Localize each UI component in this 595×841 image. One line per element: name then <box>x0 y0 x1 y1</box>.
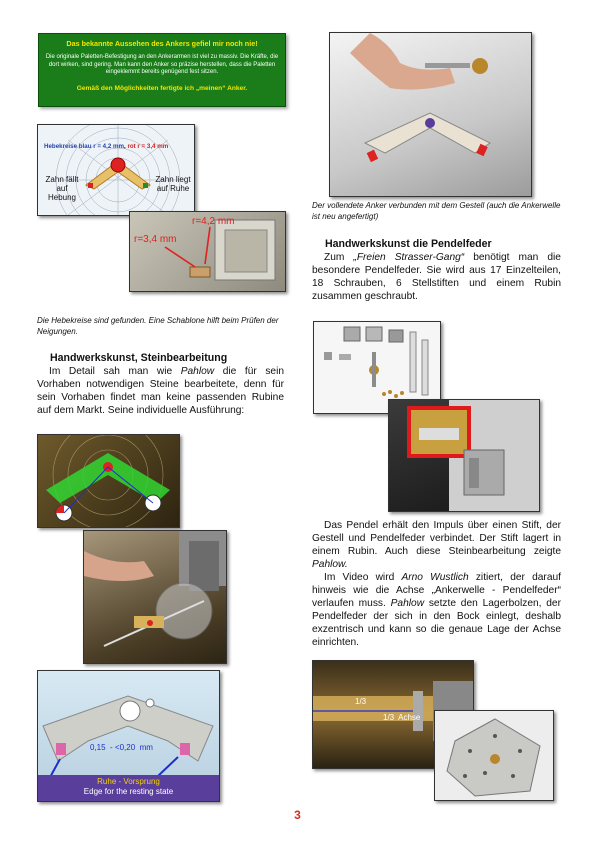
drill-photo <box>83 530 227 664</box>
anker-gestell-drawing <box>330 33 531 196</box>
label-r34: r=3,4 mm <box>134 234 177 245</box>
stein-paragraph: Im Detail sah man wie Pahlow die für sein Vorhaben notwendigen Steine bearbeitete, denn für sein Vorhaben findet man keine passenden Rubine auf dem Markt. Seine individuelle Ausführung: <box>37 366 285 416</box>
hebekreise-caption: Die Hebekreise sind gefunden. Eine Schablone hilft beim Prüfen der Neigungen. <box>37 316 279 336</box>
zahn-hebung-label: Zahn fällt auf Hebung <box>45 175 79 202</box>
intro-green-box <box>38 33 286 107</box>
ruhe-caption-bar <box>38 775 219 801</box>
green-box-footer: Gemäß den Möglichkeiten fertigte ich „meinen“ Anker. <box>76 84 248 92</box>
plate-drawing <box>435 711 553 800</box>
ruhe-measure: 0,15 - <0,20 mm <box>90 743 153 752</box>
drill-drawing <box>84 531 226 663</box>
anker-caption: Der vollendete Anker verbunden mit dem Gestell (auch die Ankerwelle ist neu angefertigt) <box>312 201 561 221</box>
achse-frac-label: 1/3 <box>355 697 367 706</box>
ruhe-photo <box>37 670 220 802</box>
hebekreise-label: Hebekreise <box>44 143 78 150</box>
achse-label: 1/3 Achse <box>383 713 421 722</box>
green-anchor-photo <box>37 434 180 528</box>
page-number: 3 <box>294 808 301 822</box>
template-photo <box>129 211 286 292</box>
ruhe-caption-line1: Ruhe - Vorsprung <box>97 777 160 786</box>
zahn-ruhe-label: Zahn liegt auf Ruhe <box>155 175 191 193</box>
pendel-paragraph: Zum „Freien Strasser-Gang“ benötigt man die besondere Pendelfeder. Sie wird aus 17 Einzelteilen, 18 Schrauben, 6 Stellstiften und einem Rubin zusammen geschraubt. <box>312 252 561 302</box>
pendel-heading: Handwerkskunst die Pendelfeder <box>325 238 492 250</box>
rot-label: rot r = 3,4 mm <box>127 143 169 150</box>
blau-label: blau r = 4,2 mm <box>78 143 124 150</box>
stein-heading: Handwerkskunst, Steinbearbeitung <box>50 352 228 364</box>
impuls-paragraph-2: Im Video wird Arno Wustlich zitiert, der darauf hinweis wie die Achse „Ankerwelle - Pendelfeder“ verlaufen muss. Pahlow setzte den Lagerbolzen, der Pendelfeder der sich in den Bock einlegt, deshalb exzentrisch und kann so die genaue Lage der Achse einrichten. <box>312 572 561 648</box>
pendelfeder-drawing <box>389 400 539 511</box>
anker-gestell-photo <box>329 32 532 197</box>
ruhe-caption-line2: Edge for the resting state <box>83 787 174 796</box>
hebekreise-diagram: Hebekreise blau r = 4,2 mm, rot r = 3,4 mm Zahn fällt auf Hebung Zahn liegt auf Ruhe <box>37 124 195 216</box>
green-box-body: Die originale Paletten-Befestigung an den Ankerarmen ist viel zu massiv. Die Kräfte, die dort wirken, sind gering. Man kann den Anker so präzise herstellen, dass die Paletten eingeklemmt bereits genügend fest sitzen. <box>45 54 279 75</box>
impuls-paragraph-1: Das Pendel erhält den Impuls über einen Stift, der Gestell und Pendelfeder verbindet. Der Stift lagert in einem Rubin. Auch diese Steinbearbeitung zeigte Pahlow. <box>312 520 561 570</box>
green-box-title: Das bekannte Aussehen des Ankers gefiel mir noch nie! <box>66 39 258 48</box>
plate-photo <box>434 710 554 801</box>
green-anchor-drawing <box>38 435 179 527</box>
pendelfeder-photo <box>388 399 540 512</box>
label-r42: r=4,2 mm <box>192 216 235 227</box>
